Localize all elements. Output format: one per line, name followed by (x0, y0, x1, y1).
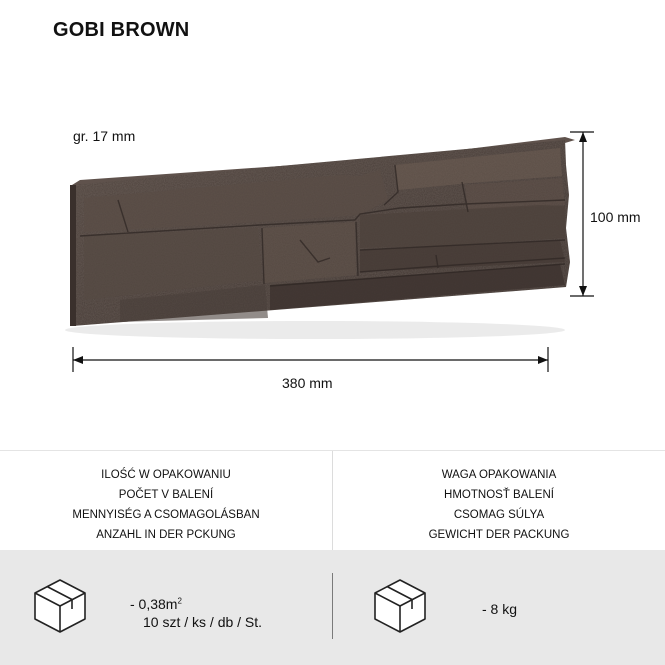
package-area-text: - 0,38m (130, 596, 178, 612)
package-count-value: 10 szt / ks / db / St. (143, 614, 263, 630)
thickness-label: gr. 17 mm (73, 128, 136, 144)
weight-heading-sk: HMOTNOSŤ BALENÍ (444, 489, 554, 501)
info-headings-panel (0, 450, 665, 551)
divider (332, 573, 333, 639)
quantity-heading (0, 465, 332, 545)
quantity-heading-cs: POČET V BALENÍ (118, 489, 214, 501)
quantity-heading-de: ANZAHL IN DER PCKUNG (96, 529, 236, 541)
width-dimension-line (73, 347, 548, 372)
weight-heading-pl: WAGA OPAKOWANIA (441, 469, 557, 481)
weight-heading-hu: CSOMAG SÚLYA (453, 509, 545, 521)
weight-heading (333, 465, 665, 545)
quantity-heading-hu: MENNYISÉG A CSOMAGOLÁSBAN (72, 509, 260, 521)
height-label: 100 mm (590, 209, 641, 225)
square-superscript: 2 (177, 596, 182, 606)
width-label: 380 mm (282, 375, 333, 391)
box-icon (372, 577, 428, 635)
weight-heading-de: GEWICHT DER PACKUNG (428, 529, 570, 541)
quantity-heading-pl: ILOŚĆ W OPAKOWANIU (101, 469, 231, 481)
product-title: GOBI BROWN (53, 19, 190, 41)
info-values-panel (0, 550, 665, 665)
package-area-value (130, 594, 182, 614)
stone-panel (70, 137, 575, 326)
package-weight-value: - 8 kg (482, 601, 518, 617)
box-icon (32, 577, 88, 635)
